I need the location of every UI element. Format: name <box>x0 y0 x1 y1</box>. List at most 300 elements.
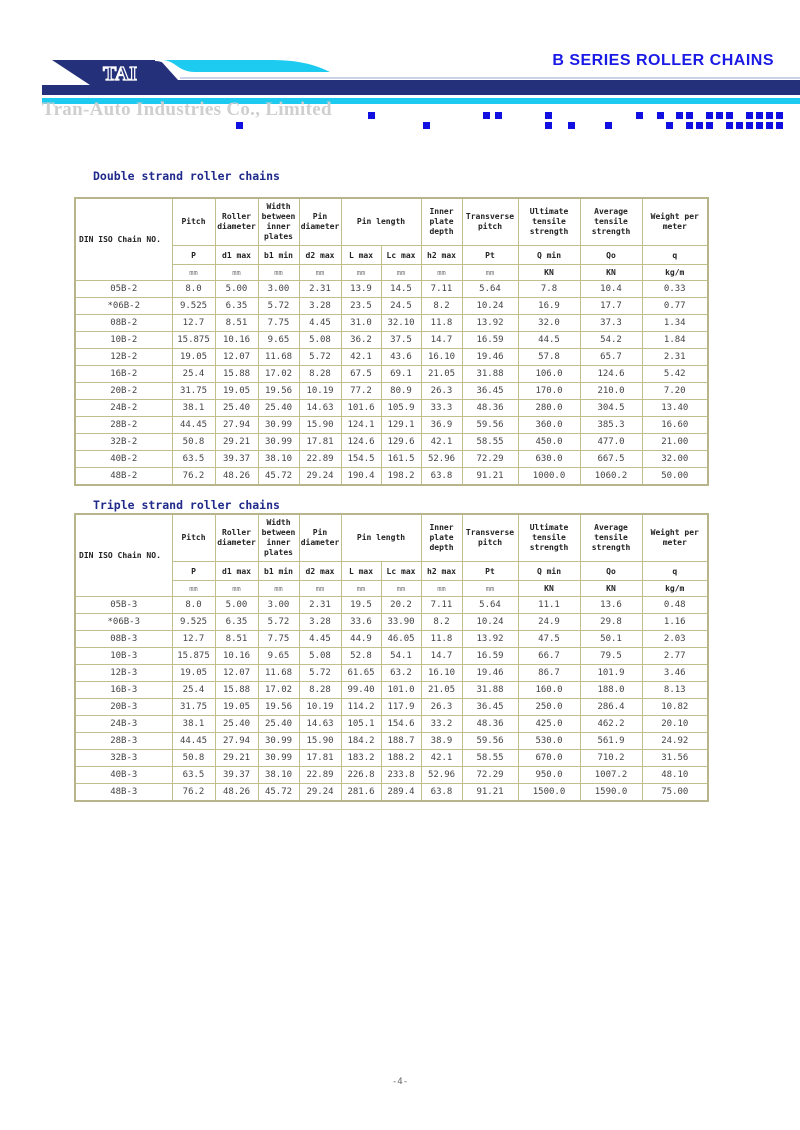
unit-cell: mm <box>258 581 299 597</box>
column-header: Roller diameter <box>215 514 258 562</box>
value-cell: 44.9 <box>341 631 381 648</box>
table-row <box>75 434 708 451</box>
value-cell: 530.0 <box>518 733 580 750</box>
square <box>368 112 375 119</box>
value-cell: 19.05 <box>215 699 258 716</box>
value-cell: 8.13 <box>642 682 708 699</box>
value-cell: 19.56 <box>258 383 299 400</box>
table-row <box>75 349 708 366</box>
value-cell: 17.81 <box>299 434 341 451</box>
value-cell: 43.6 <box>381 349 421 366</box>
unit-cell: mm <box>462 265 518 281</box>
symbol-cell: Qo <box>580 246 642 265</box>
value-cell: 69.1 <box>381 366 421 383</box>
double-strand-table <box>74 197 709 486</box>
value-cell: 5.72 <box>258 298 299 315</box>
value-cell: 1060.2 <box>580 468 642 486</box>
chain-number-cell: 12B-3 <box>75 665 172 682</box>
value-cell: 101.9 <box>580 665 642 682</box>
chain-number-cell: 12B-2 <box>75 349 172 366</box>
value-cell: 10.82 <box>642 699 708 716</box>
value-cell: 105.9 <box>381 400 421 417</box>
value-cell: 57.8 <box>518 349 580 366</box>
value-cell: 46.05 <box>381 631 421 648</box>
table-row <box>75 468 708 486</box>
value-cell: 105.1 <box>341 716 381 733</box>
unit-cell: mm <box>215 581 258 597</box>
square <box>636 112 643 119</box>
value-cell: 8.2 <box>421 298 462 315</box>
square <box>676 112 683 119</box>
chain-number-cell: 24B-2 <box>75 400 172 417</box>
value-cell: 45.72 <box>258 784 299 802</box>
column-header: Pin length <box>341 514 421 562</box>
value-cell: 7.20 <box>642 383 708 400</box>
value-cell: 129.1 <box>381 417 421 434</box>
value-cell: 5.64 <box>462 597 518 614</box>
square <box>568 122 575 129</box>
value-cell: 10.4 <box>580 281 642 298</box>
unit-cell: kg/m <box>642 265 708 281</box>
value-cell: 38.9 <box>421 733 462 750</box>
column-header: Transverse pitch <box>462 514 518 562</box>
value-cell: 15.88 <box>215 682 258 699</box>
unit-cell: mm <box>421 581 462 597</box>
value-cell: 117.9 <box>381 699 421 716</box>
value-cell: 425.0 <box>518 716 580 733</box>
table-row <box>75 315 708 332</box>
chain-number-cell: 32B-2 <box>75 434 172 451</box>
chain-number-cell: 08B-3 <box>75 631 172 648</box>
value-cell: 21.05 <box>421 366 462 383</box>
symbol-cell: Lc max <box>381 246 421 265</box>
value-cell: 286.4 <box>580 699 642 716</box>
column-header: Pin diameter <box>299 514 341 562</box>
value-cell: 24.9 <box>518 614 580 631</box>
value-cell: 5.08 <box>299 332 341 349</box>
value-cell: 19.46 <box>462 349 518 366</box>
value-cell: 106.0 <box>518 366 580 383</box>
column-header: Width between inner plates <box>258 198 299 246</box>
value-cell: 75.00 <box>642 784 708 802</box>
value-cell: 59.56 <box>462 733 518 750</box>
value-cell: 19.05 <box>172 665 215 682</box>
value-cell: 11.8 <box>421 631 462 648</box>
chain-number-cell: 10B-2 <box>75 332 172 349</box>
value-cell: 91.21 <box>462 468 518 486</box>
value-cell: 59.56 <box>462 417 518 434</box>
value-cell: 0.33 <box>642 281 708 298</box>
value-cell: 188.7 <box>381 733 421 750</box>
unit-cell: KN <box>580 265 642 281</box>
value-cell: 16.59 <box>462 332 518 349</box>
chain-number-cell: 10B-3 <box>75 648 172 665</box>
value-cell: 16.59 <box>462 648 518 665</box>
symbol-cell: Qo <box>580 562 642 581</box>
page-number: -4- <box>391 1077 409 1087</box>
value-cell: 63.2 <box>381 665 421 682</box>
chain-no-header: DIN ISO Chain NO. <box>75 514 172 597</box>
value-cell: 16.60 <box>642 417 708 434</box>
value-cell: 58.55 <box>462 750 518 767</box>
chain-no-header: DIN ISO Chain NO. <box>75 198 172 281</box>
value-cell: 17.02 <box>258 682 299 699</box>
unit-cell: kg/m <box>642 581 708 597</box>
value-cell: 25.40 <box>258 716 299 733</box>
unit-cell: mm <box>215 265 258 281</box>
table-row <box>75 597 708 614</box>
chain-number-cell: 08B-2 <box>75 315 172 332</box>
value-cell: 63.5 <box>172 767 215 784</box>
value-cell: 4.45 <box>299 315 341 332</box>
square <box>746 122 753 129</box>
symbol-cell: d2 max <box>299 562 341 581</box>
symbol-cell: d2 max <box>299 246 341 265</box>
logo-text: TAI <box>102 63 138 85</box>
triple-strand-title: Triple strand roller chains <box>93 498 280 512</box>
value-cell: 22.89 <box>299 451 341 468</box>
value-cell: 21.05 <box>421 682 462 699</box>
value-cell: 6.35 <box>215 298 258 315</box>
square <box>766 122 773 129</box>
value-cell: 9.65 <box>258 332 299 349</box>
value-cell: 7.11 <box>421 597 462 614</box>
value-cell: 154.5 <box>341 451 381 468</box>
value-cell: 44.45 <box>172 733 215 750</box>
value-cell: 7.75 <box>258 631 299 648</box>
value-cell: 11.1 <box>518 597 580 614</box>
value-cell: 360.0 <box>518 417 580 434</box>
value-cell: 11.8 <box>421 315 462 332</box>
value-cell: 36.2 <box>341 332 381 349</box>
value-cell: 10.16 <box>215 648 258 665</box>
value-cell: 114.2 <box>341 699 381 716</box>
value-cell: 12.7 <box>172 631 215 648</box>
column-header: Roller diameter <box>215 198 258 246</box>
value-cell: 66.7 <box>518 648 580 665</box>
square <box>545 122 552 129</box>
value-cell: 44.45 <box>172 417 215 434</box>
chain-number-cell: 40B-2 <box>75 451 172 468</box>
value-cell: 10.24 <box>462 614 518 631</box>
value-cell: 25.40 <box>215 716 258 733</box>
value-cell: 5.64 <box>462 281 518 298</box>
chain-number-cell: 48B-3 <box>75 784 172 802</box>
value-cell: 52.96 <box>421 767 462 784</box>
value-cell: 91.21 <box>462 784 518 802</box>
chain-number-cell: *06B-2 <box>75 298 172 315</box>
chain-number-cell: 48B-2 <box>75 468 172 486</box>
value-cell: 26.3 <box>421 699 462 716</box>
value-cell: 2.31 <box>299 281 341 298</box>
symbol-cell: q <box>642 246 708 265</box>
value-cell: 4.45 <box>299 631 341 648</box>
square <box>666 122 673 129</box>
value-cell: 79.5 <box>580 648 642 665</box>
column-header: Pitch <box>172 198 215 246</box>
value-cell: 21.00 <box>642 434 708 451</box>
value-cell: 190.4 <box>341 468 381 486</box>
value-cell: 667.5 <box>580 451 642 468</box>
value-cell: 29.8 <box>580 614 642 631</box>
value-cell: 36.9 <box>421 417 462 434</box>
value-cell: 16.9 <box>518 298 580 315</box>
value-cell: 38.1 <box>172 400 215 417</box>
square <box>686 112 693 119</box>
symbol-cell: Pt <box>462 246 518 265</box>
value-cell: 101.0 <box>381 682 421 699</box>
value-cell: 25.4 <box>172 682 215 699</box>
table-row <box>75 298 708 315</box>
symbol-cell: d1 max <box>215 562 258 581</box>
table-row <box>75 366 708 383</box>
value-cell: 15.875 <box>172 332 215 349</box>
value-cell: 14.7 <box>421 648 462 665</box>
value-cell: 1590.0 <box>580 784 642 802</box>
column-header: Weight per meter <box>642 514 708 562</box>
value-cell: 52.96 <box>421 451 462 468</box>
unit-cell: mm <box>341 581 381 597</box>
value-cell: 280.0 <box>518 400 580 417</box>
value-cell: 19.05 <box>172 349 215 366</box>
value-cell: 16.10 <box>421 349 462 366</box>
square <box>726 112 733 119</box>
value-cell: 3.00 <box>258 597 299 614</box>
unit-cell: mm <box>381 581 421 597</box>
column-header: Pitch <box>172 514 215 562</box>
value-cell: 65.7 <box>580 349 642 366</box>
table-row <box>75 451 708 468</box>
value-cell: 72.29 <box>462 767 518 784</box>
value-cell: 11.68 <box>258 665 299 682</box>
value-cell: 160.0 <box>518 682 580 699</box>
value-cell: 124.1 <box>341 417 381 434</box>
value-cell: 630.0 <box>518 451 580 468</box>
square <box>776 122 783 129</box>
value-cell: 48.36 <box>462 400 518 417</box>
value-cell: 15.90 <box>299 417 341 434</box>
chain-number-cell: 40B-3 <box>75 767 172 784</box>
value-cell: 188.2 <box>381 750 421 767</box>
value-cell: 27.94 <box>215 417 258 434</box>
symbol-cell: L max <box>341 246 381 265</box>
symbol-cell: P <box>172 562 215 581</box>
column-header: Pin length <box>341 198 421 246</box>
value-cell: 15.88 <box>215 366 258 383</box>
value-cell: 31.88 <box>462 366 518 383</box>
value-cell: 1.84 <box>642 332 708 349</box>
square <box>423 122 430 129</box>
value-cell: 32.10 <box>381 315 421 332</box>
value-cell: 6.35 <box>215 614 258 631</box>
value-cell: 19.5 <box>341 597 381 614</box>
value-cell: 188.0 <box>580 682 642 699</box>
table-row <box>75 682 708 699</box>
value-cell: 289.4 <box>381 784 421 802</box>
chain-number-cell: 20B-2 <box>75 383 172 400</box>
chain-number-cell: 28B-2 <box>75 417 172 434</box>
table-row <box>75 767 708 784</box>
banner-cyan-swoosh <box>162 60 330 72</box>
symbol-cell: b1 min <box>258 246 299 265</box>
tai-logo <box>88 63 152 85</box>
symbol-cell: Pt <box>462 562 518 581</box>
column-header: Inner plate depth <box>421 198 462 246</box>
symbol-cell: Q min <box>518 246 580 265</box>
value-cell: 61.65 <box>341 665 381 682</box>
value-cell: 33.2 <box>421 716 462 733</box>
chain-number-cell: 16B-2 <box>75 366 172 383</box>
value-cell: 48.36 <box>462 716 518 733</box>
value-cell: 124.6 <box>580 366 642 383</box>
symbol-cell: d1 max <box>215 246 258 265</box>
value-cell: 15.90 <box>299 733 341 750</box>
chain-number-cell: 16B-3 <box>75 682 172 699</box>
value-cell: 450.0 <box>518 434 580 451</box>
table-row <box>75 716 708 733</box>
value-cell: 8.28 <box>299 682 341 699</box>
chain-number-cell: 20B-3 <box>75 699 172 716</box>
unit-cell: KN <box>518 265 580 281</box>
square <box>746 112 753 119</box>
value-cell: 38.10 <box>258 451 299 468</box>
value-cell: 19.05 <box>215 383 258 400</box>
value-cell: 19.56 <box>258 699 299 716</box>
value-cell: 462.2 <box>580 716 642 733</box>
table-row <box>75 665 708 682</box>
value-cell: 14.7 <box>421 332 462 349</box>
column-header: Ultimate tensile strength <box>518 514 580 562</box>
value-cell: 20.2 <box>381 597 421 614</box>
value-cell: 950.0 <box>518 767 580 784</box>
column-header: Pin diameter <box>299 198 341 246</box>
value-cell: 1000.0 <box>518 468 580 486</box>
column-header: Width between inner plates <box>258 514 299 562</box>
value-cell: 1.34 <box>642 315 708 332</box>
value-cell: 5.72 <box>299 349 341 366</box>
value-cell: 5.72 <box>258 614 299 631</box>
value-cell: 31.75 <box>172 699 215 716</box>
square <box>756 122 763 129</box>
value-cell: 14.63 <box>299 716 341 733</box>
value-cell: 17.02 <box>258 366 299 383</box>
table-row <box>75 332 708 349</box>
table-row <box>75 784 708 802</box>
value-cell: 15.875 <box>172 648 215 665</box>
value-cell: 50.00 <box>642 468 708 486</box>
value-cell: 8.28 <box>299 366 341 383</box>
square <box>686 122 693 129</box>
value-cell: 50.8 <box>172 434 215 451</box>
value-cell: 25.40 <box>215 400 258 417</box>
value-cell: 9.525 <box>172 614 215 631</box>
value-cell: 101.6 <box>341 400 381 417</box>
value-cell: 54.1 <box>381 648 421 665</box>
value-cell: 54.2 <box>580 332 642 349</box>
chain-number-cell: 28B-3 <box>75 733 172 750</box>
value-cell: 80.9 <box>381 383 421 400</box>
value-cell: 10.19 <box>299 383 341 400</box>
value-cell: 11.68 <box>258 349 299 366</box>
value-cell: 48.26 <box>215 468 258 486</box>
value-cell: 31.88 <box>462 682 518 699</box>
value-cell: 47.5 <box>518 631 580 648</box>
value-cell: 26.3 <box>421 383 462 400</box>
value-cell: 12.07 <box>215 665 258 682</box>
value-cell: 42.1 <box>421 434 462 451</box>
series-title: B SERIES ROLLER CHAINS <box>552 52 774 69</box>
value-cell: 44.5 <box>518 332 580 349</box>
unit-cell: mm <box>462 581 518 597</box>
value-cell: 42.1 <box>421 750 462 767</box>
value-cell: 250.0 <box>518 699 580 716</box>
value-cell: 670.0 <box>518 750 580 767</box>
value-cell: 29.24 <box>299 784 341 802</box>
table-row <box>75 400 708 417</box>
value-cell: 45.72 <box>258 468 299 486</box>
value-cell: 17.7 <box>580 298 642 315</box>
unit-cell: mm <box>381 265 421 281</box>
value-cell: 5.08 <box>299 648 341 665</box>
unit-cell: mm <box>258 265 299 281</box>
value-cell: 38.10 <box>258 767 299 784</box>
symbol-cell: q <box>642 562 708 581</box>
value-cell: 33.90 <box>381 614 421 631</box>
value-cell: 10.24 <box>462 298 518 315</box>
value-cell: 39.37 <box>215 767 258 784</box>
column-header: Average tensile strength <box>580 514 642 562</box>
value-cell: 7.11 <box>421 281 462 298</box>
value-cell: 14.5 <box>381 281 421 298</box>
table-row <box>75 417 708 434</box>
value-cell: 99.40 <box>341 682 381 699</box>
value-cell: 63.8 <box>421 468 462 486</box>
value-cell: 8.0 <box>172 597 215 614</box>
double-strand-title: Double strand roller chains <box>93 169 280 183</box>
value-cell: 477.0 <box>580 434 642 451</box>
company-name: Tran-Auto Industries Co., Limited <box>42 99 332 120</box>
value-cell: 17.81 <box>299 750 341 767</box>
value-cell: 63.8 <box>421 784 462 802</box>
value-cell: 10.19 <box>299 699 341 716</box>
value-cell: 27.94 <box>215 733 258 750</box>
square <box>483 112 490 119</box>
symbol-cell: Q min <box>518 562 580 581</box>
square <box>726 122 733 129</box>
value-cell: 0.77 <box>642 298 708 315</box>
column-header: Inner plate depth <box>421 514 462 562</box>
value-cell: 30.99 <box>258 733 299 750</box>
table-row <box>75 648 708 665</box>
symbol-cell: h2 max <box>421 562 462 581</box>
value-cell: 30.99 <box>258 750 299 767</box>
value-cell: 32.00 <box>642 451 708 468</box>
value-cell: 124.6 <box>341 434 381 451</box>
unit-cell: mm <box>172 265 215 281</box>
value-cell: 12.7 <box>172 315 215 332</box>
value-cell: 3.00 <box>258 281 299 298</box>
value-cell: 37.3 <box>580 315 642 332</box>
value-cell: 77.2 <box>341 383 381 400</box>
value-cell: 9.525 <box>172 298 215 315</box>
table-row <box>75 750 708 767</box>
value-cell: 14.63 <box>299 400 341 417</box>
value-cell: 2.03 <box>642 631 708 648</box>
value-cell: 32.0 <box>518 315 580 332</box>
value-cell: 30.99 <box>258 417 299 434</box>
value-cell: 50.8 <box>172 750 215 767</box>
value-cell: 3.28 <box>299 298 341 315</box>
